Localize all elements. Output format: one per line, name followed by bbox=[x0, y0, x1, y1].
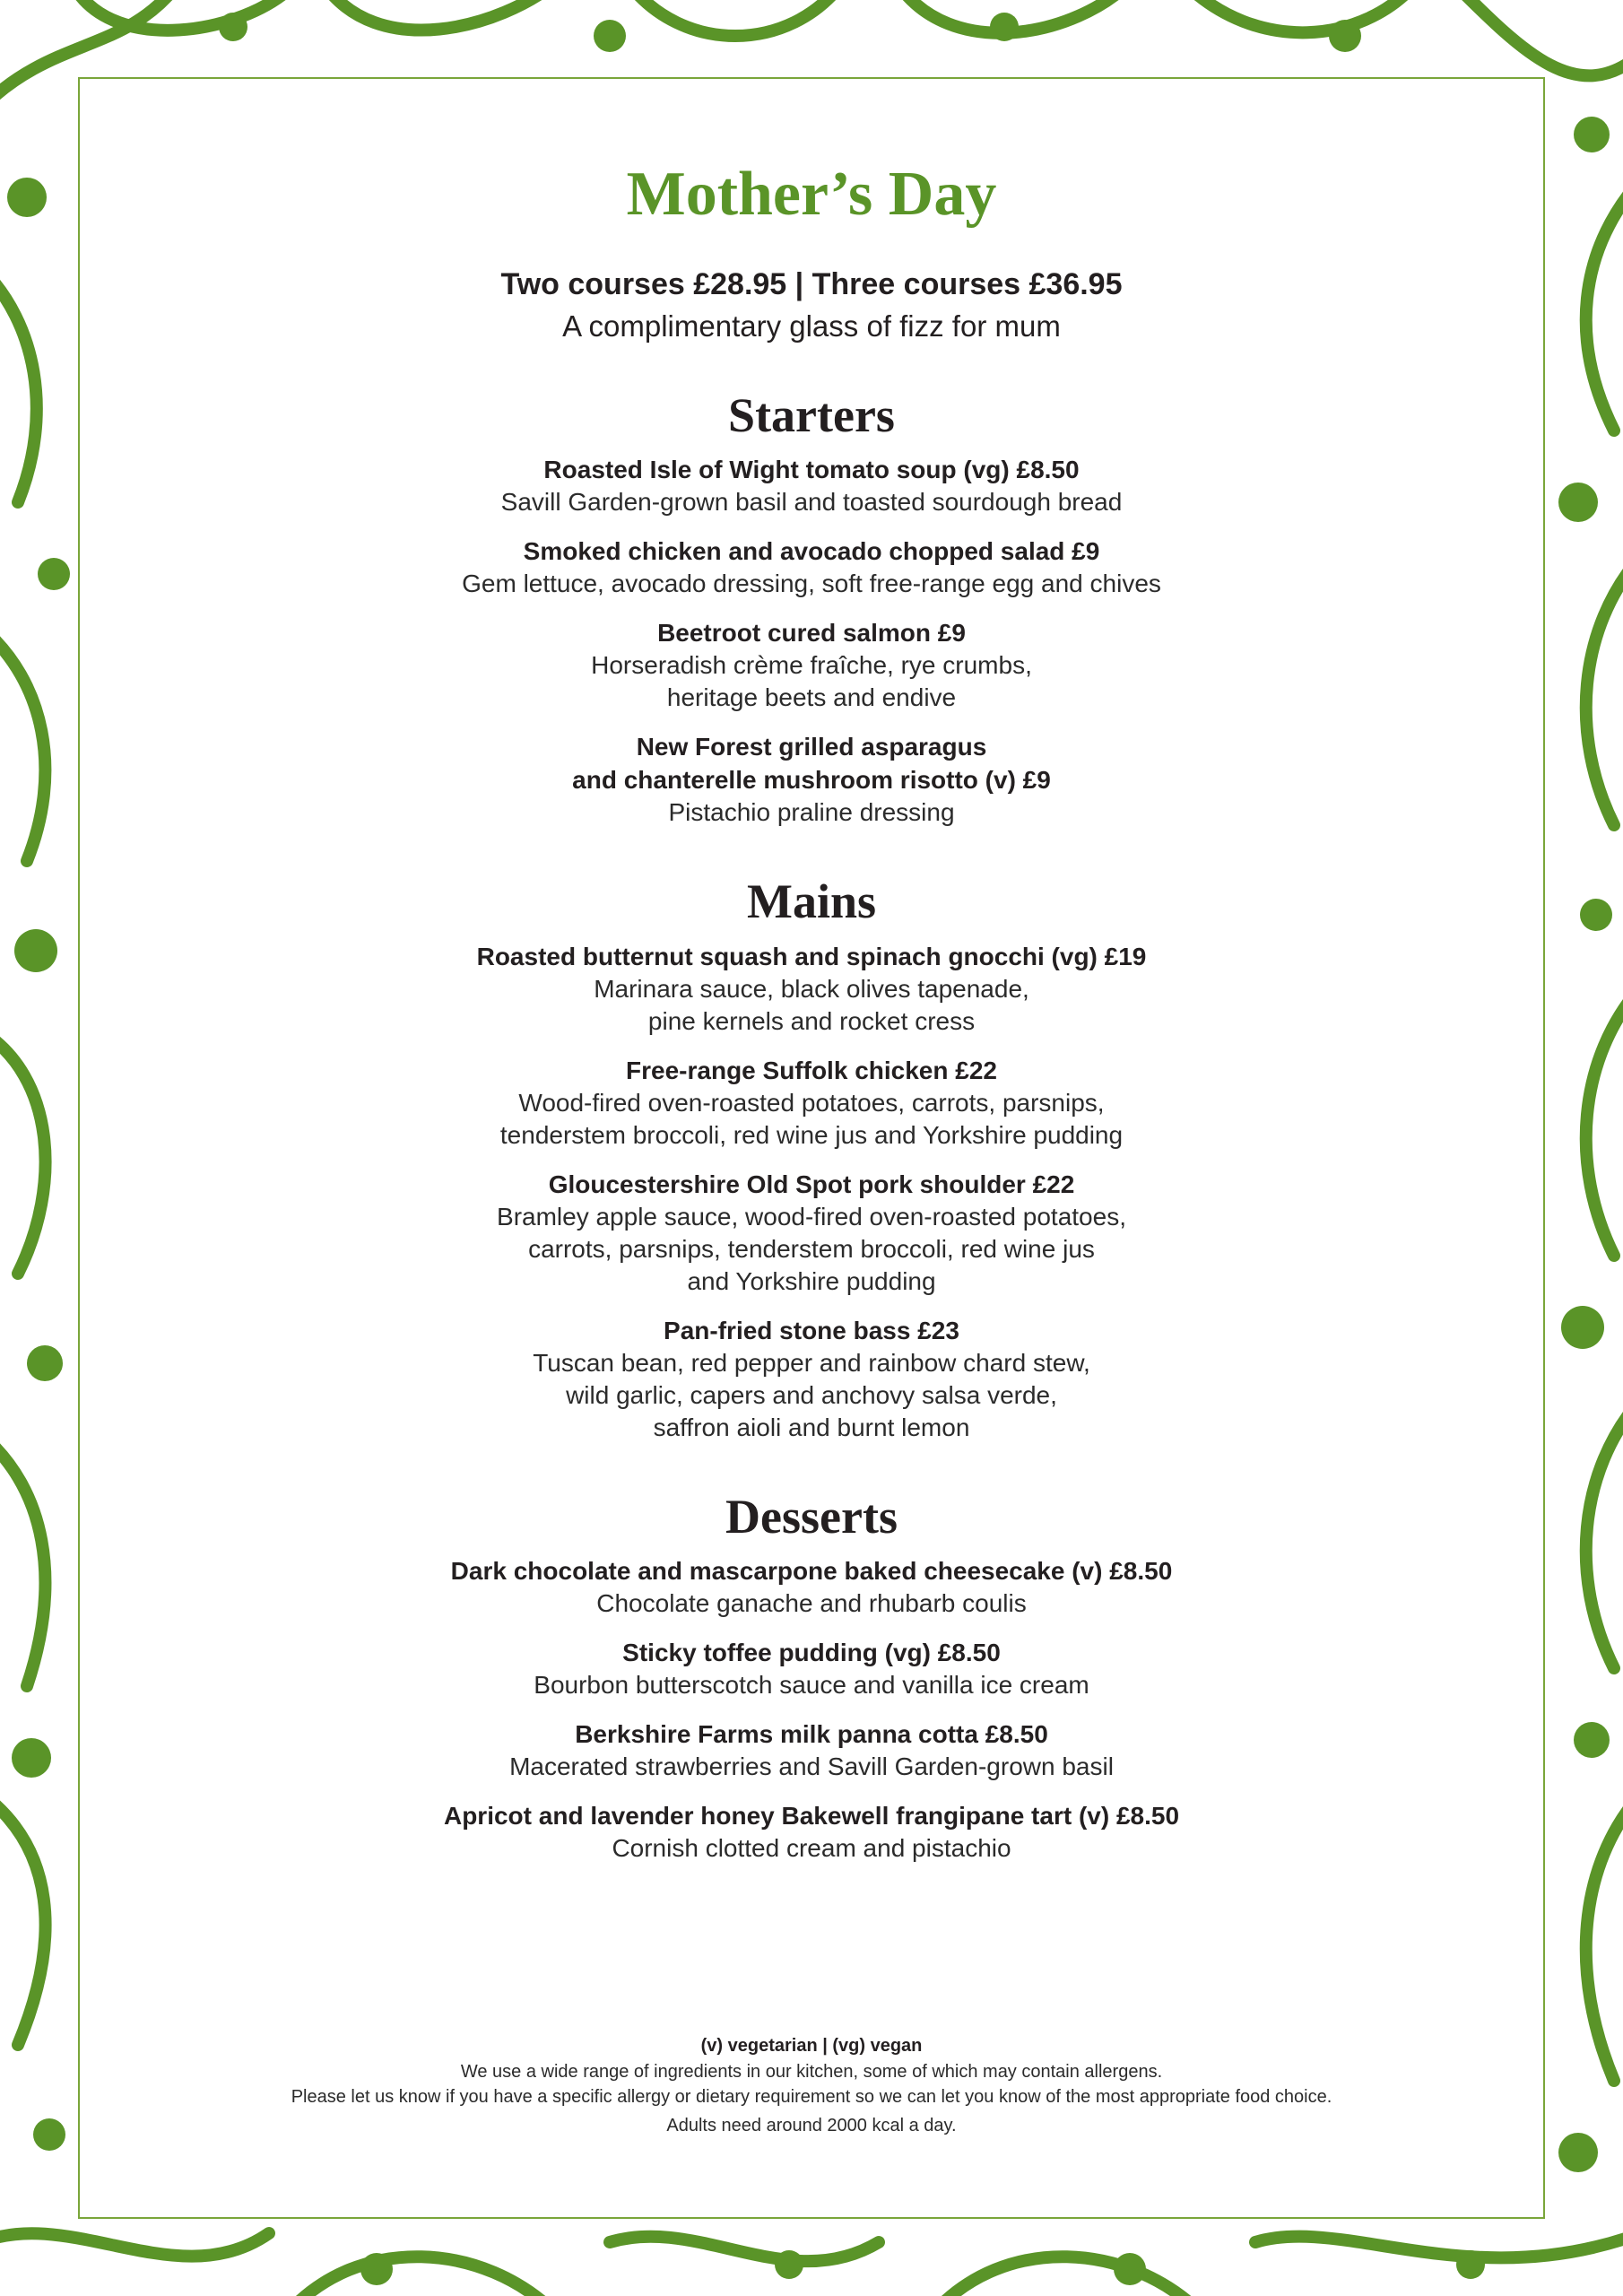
item-description: Marinara sauce, black olives tapenade, pine kernels and rocket cress bbox=[594, 974, 1029, 1035]
menu-item bbox=[80, 1168, 1543, 1298]
allergen-note-line1: We use a wide range of ingredients in our kitchen, some of which may contain allergens. bbox=[460, 2062, 1163, 2082]
item-name: Sticky toffee pudding (vg) £8.50 bbox=[622, 1639, 1001, 1667]
item-description: Tuscan bean, red pepper and rainbow chard stew, wild garlic, capers and anchovy salsa verde, saffron aioli and burnt lemon bbox=[533, 1348, 1090, 1441]
item-description: Savill Garden-grown basil and toasted sourdough bread bbox=[500, 488, 1123, 517]
menu-item bbox=[80, 616, 1543, 714]
course-prices: Two courses £28.95 | Three courses £36.95 bbox=[500, 267, 1123, 301]
menu-item bbox=[80, 1799, 1543, 1865]
item-name: New Forest grilled asparagus and chanterelle mushroom risotto (v) £9 bbox=[572, 733, 1051, 795]
allergen-note-line2: Please let us know if you have a specific allergy or dietary requirement so we can let you know of the most appropriate food choice. bbox=[291, 2087, 1332, 2107]
menu-card bbox=[78, 77, 1545, 2219]
section-heading-desserts: Desserts bbox=[725, 1489, 898, 1544]
item-name: Beetroot cured salmon £9 bbox=[657, 619, 966, 648]
section-heading-mains: Mains bbox=[746, 874, 877, 929]
menu-title: Mother’s Day bbox=[626, 160, 997, 229]
menu-item bbox=[80, 1636, 1543, 1701]
menu-item bbox=[80, 535, 1543, 600]
starters-list bbox=[80, 453, 1543, 829]
item-description: Horseradish crème fraîche, rye crumbs, heritage beets and endive bbox=[591, 651, 1032, 712]
kcal-note: Adults need around 2000 kcal a day. bbox=[666, 2116, 957, 2135]
menu-item bbox=[80, 453, 1543, 518]
item-name: Smoked chicken and avocado chopped salad £9 bbox=[523, 537, 1100, 566]
menu-item bbox=[80, 1718, 1543, 1783]
dietary-legend: (v) vegetarian | (vg) vegan bbox=[700, 2036, 923, 2056]
item-description: Gem lettuce, avocado dressing, soft free-range egg and chives bbox=[462, 570, 1161, 598]
desserts-list bbox=[80, 1554, 1543, 1865]
starters-section bbox=[80, 389, 1543, 829]
item-name: Gloucestershire Old Spot pork shoulder £22 bbox=[548, 1170, 1075, 1198]
menu-item bbox=[80, 1554, 1543, 1620]
item-name: Dark chocolate and mascarpone baked cheesecake (v) £8.50 bbox=[450, 1557, 1173, 1586]
fizz-offer: A complimentary glass of fizz for mum bbox=[562, 309, 1061, 344]
item-description: Macerated strawberries and Savill Garden-grown basil bbox=[509, 1752, 1114, 1781]
item-description: Wood-fired oven-roasted potatoes, carrots, parsnips, tenderstem broccoli, red wine jus and Yorkshire pudding bbox=[499, 1088, 1124, 1149]
desserts-section bbox=[80, 1491, 1543, 1865]
item-name: Free-range Suffolk chicken £22 bbox=[626, 1056, 997, 1084]
menu-item bbox=[80, 730, 1543, 829]
menu-item bbox=[80, 940, 1543, 1038]
menu-footer bbox=[80, 2032, 1543, 2138]
menu-item bbox=[80, 1314, 1543, 1444]
item-name: Apricot and lavender honey Bakewell frangipane tart (v) £8.50 bbox=[443, 1802, 1180, 1831]
item-name: Pan-fried stone bass £23 bbox=[664, 1316, 959, 1344]
item-description: Bramley apple sauce, wood-fired oven-roasted potatoes, carrots, parsnips, tenderstem broccoli, red wine jus and Yorkshire pudding bbox=[497, 1202, 1126, 1295]
menu-item bbox=[80, 1054, 1543, 1152]
item-name: Roasted butternut squash and spinach gnocchi (vg) £19 bbox=[476, 942, 1147, 970]
mains-section bbox=[80, 875, 1543, 1443]
item-description: Bourbon butterscotch sauce and vanilla ice cream bbox=[534, 1671, 1089, 1700]
mains-list bbox=[80, 940, 1543, 1444]
item-description: Cornish clotted cream and pistachio bbox=[612, 1834, 1011, 1863]
item-description: Pistachio praline dressing bbox=[668, 798, 955, 827]
item-name: Roasted Isle of Wight tomato soup (vg) £8.50 bbox=[543, 456, 1080, 484]
item-description: Chocolate ganache and rhubarb coulis bbox=[596, 1589, 1027, 1618]
item-name: Berkshire Farms milk panna cotta £8.50 bbox=[575, 1720, 1048, 1749]
section-heading-starters: Starters bbox=[728, 388, 895, 443]
